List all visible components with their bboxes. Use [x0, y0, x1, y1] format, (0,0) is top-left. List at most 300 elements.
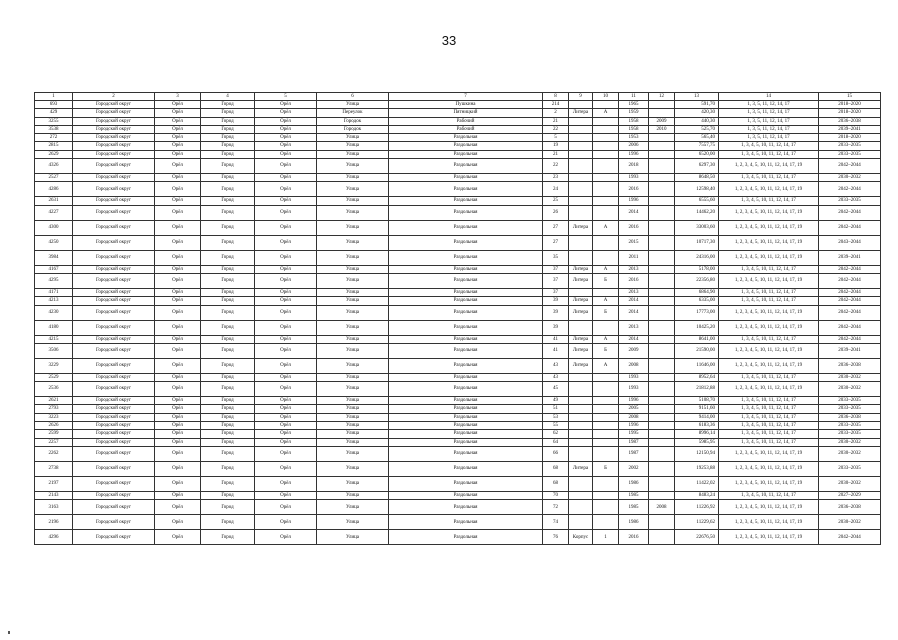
table-cell: Раздольная [389, 273, 543, 288]
table-cell [569, 182, 593, 197]
table-cell: 2629 [35, 150, 73, 158]
table-cell [569, 422, 593, 430]
table-cell: Город [201, 235, 255, 250]
table-cell [649, 320, 675, 335]
table-cell: Орёл [155, 297, 201, 305]
table-cell: Раздольная [389, 476, 543, 491]
table-cell: 2621 [35, 397, 73, 405]
table-cell: 37 [543, 265, 569, 273]
table-cell: 11226,92 [675, 500, 719, 515]
table-row [35, 101, 881, 109]
table-row [35, 235, 881, 250]
table-cell: 2016 [619, 530, 649, 545]
table-cell: Орёл [255, 343, 317, 358]
table-cell: Орёл [255, 265, 317, 273]
table-cell: Городской округ [73, 235, 155, 250]
table-cell: Городской округ [73, 182, 155, 197]
table-row [35, 515, 881, 530]
table-cell: Городской округ [73, 413, 155, 421]
table-cell: Городской округ [73, 205, 155, 220]
table-cell: Орёл [255, 297, 317, 305]
table-row [35, 197, 881, 205]
table-cell: Городской округ [73, 250, 155, 265]
table-cell [649, 150, 675, 158]
table-cell: 39 [543, 320, 569, 335]
table-cell: Раздольная [389, 159, 543, 174]
table-cell [593, 500, 619, 515]
table-cell: 23 [543, 174, 569, 182]
table-cell: Городской округ [73, 373, 155, 381]
table-row [35, 491, 881, 499]
table-cell: Город [201, 438, 255, 446]
table-cell: Город [201, 335, 255, 343]
table-cell: 693 [35, 101, 73, 109]
table-cell: 4167 [35, 265, 73, 273]
table-cell: 2030–2032 [819, 438, 881, 446]
table-cell [569, 320, 593, 335]
table-cell [593, 491, 619, 499]
table-cell: Город [201, 134, 255, 142]
table-cell [649, 142, 675, 150]
table-cell: Город [201, 515, 255, 530]
table-cell: 1996 [619, 397, 649, 405]
table-cell: Улица [317, 159, 389, 174]
table-cell: 429 [35, 109, 73, 117]
table-cell: 2014 [619, 335, 649, 343]
table-cell [569, 150, 593, 158]
table-cell: 11229,62 [675, 515, 719, 530]
table-cell: 33003,60 [675, 220, 719, 235]
table-cell: Орёл [255, 197, 317, 205]
table-cell: 1958 [619, 125, 649, 133]
table-row [35, 205, 881, 220]
table-cell: 4230 [35, 305, 73, 320]
table-cell: 2014 [619, 205, 649, 220]
table-cell [649, 288, 675, 296]
table-cell: 24 [543, 182, 569, 197]
table-cell: 2042–2044 [819, 305, 881, 320]
table-cell: 11422,02 [675, 476, 719, 491]
table-cell: 1995 [619, 430, 649, 438]
table-cell: 1, 3, 5, 11, 12, 14, 17 [719, 125, 819, 133]
table-row [35, 142, 881, 150]
table-cell: Раздольная [389, 515, 543, 530]
table-cell [593, 438, 619, 446]
table-cell: Улица [317, 335, 389, 343]
table-cell [569, 438, 593, 446]
table-cell: Раздольная [389, 320, 543, 335]
table-cell: 214 [543, 101, 569, 109]
table-cell: Город [201, 197, 255, 205]
table-cell: Улица [317, 422, 389, 430]
table-cell: Городской округ [73, 197, 155, 205]
table-cell: 39 [543, 297, 569, 305]
table-cell [593, 515, 619, 530]
table-cell: 68 [543, 461, 569, 476]
table-cell: 2033–2035 [819, 405, 881, 413]
table-cell: 1, 2, 3, 4, 5, 10, 11, 12, 14, 17, 19 [719, 382, 819, 397]
table-cell: Город [201, 530, 255, 545]
table-cell: Раздольная [389, 220, 543, 235]
table-cell: 41 [543, 343, 569, 358]
table-cell: Орёл [155, 150, 201, 158]
table-cell: 2027–2029 [819, 491, 881, 499]
table-cell: 12150,94 [675, 446, 719, 461]
table-row [35, 530, 881, 545]
table-cell: Литера [569, 297, 593, 305]
table-cell [569, 397, 593, 405]
housing-registry-table [34, 92, 881, 545]
table-cell: Город [201, 273, 255, 288]
table-cell: 41 [543, 335, 569, 343]
table-cell [593, 373, 619, 381]
table-cell: 9151,60 [675, 405, 719, 413]
table-cell [649, 335, 675, 343]
table-cell: 2042–2044 [819, 220, 881, 235]
table-cell: Раздольная [389, 297, 543, 305]
table-cell: 4326 [35, 159, 73, 174]
table-cell: 3163 [35, 500, 73, 515]
column-number: 3 [155, 93, 201, 101]
table-cell: Раздольная [389, 500, 543, 515]
table-cell: 27 [543, 220, 569, 235]
table-cell: 21812,88 [675, 382, 719, 397]
table-cell: 2014 [619, 305, 649, 320]
table-cell: 2018–2020 [819, 101, 881, 109]
table-cell [649, 515, 675, 530]
table-cell: Орёл [255, 413, 317, 421]
table-cell: Литера [569, 305, 593, 320]
table-cell: Орёл [255, 174, 317, 182]
table-cell: Орёл [155, 461, 201, 476]
table-cell: Улица [317, 235, 389, 250]
table-cell: Орёл [155, 197, 201, 205]
table-cell [593, 397, 619, 405]
table-cell: Раздольная [389, 358, 543, 373]
table-cell [569, 430, 593, 438]
table-cell: 2042–2044 [819, 530, 881, 545]
table-cell: Городской округ [73, 438, 155, 446]
table-row [35, 250, 881, 265]
table-cell: 1993 [619, 382, 649, 397]
table-cell: 1986 [619, 515, 649, 530]
table-cell: 2042–2044 [819, 159, 881, 174]
table-cell: Орёл [155, 413, 201, 421]
table-cell: 1, 2, 3, 4, 5, 10, 11, 12, 14, 17, 19 [719, 305, 819, 320]
table-cell: 6520,00 [675, 150, 719, 158]
table-cell: 10717,30 [675, 235, 719, 250]
table-cell: Переулок [317, 109, 389, 117]
scan-mark [8, 631, 10, 634]
table-cell: Городской округ [73, 382, 155, 397]
table-cell [649, 182, 675, 197]
table-cell: Раздольная [389, 422, 543, 430]
table-cell: 2626 [35, 422, 73, 430]
table-cell: Городской округ [73, 358, 155, 373]
table-cell: Раздольная [389, 530, 543, 545]
table-cell: 2738 [35, 461, 73, 476]
table-cell: 14462,20 [675, 205, 719, 220]
table-cell: Орёл [155, 515, 201, 530]
table-cell: Орёл [255, 515, 317, 530]
table-cell: Город [201, 382, 255, 397]
table-cell [569, 197, 593, 205]
table-cell [569, 500, 593, 515]
table-cell: 27 [543, 235, 569, 250]
table-cell [649, 358, 675, 373]
table-cell: 2010 [649, 125, 675, 133]
table-cell: Орёл [155, 320, 201, 335]
table-cell: Б [593, 461, 619, 476]
table-row [35, 335, 881, 343]
table-cell: Б [593, 305, 619, 320]
table-row [35, 297, 881, 305]
table-cell: Городской округ [73, 530, 155, 545]
table-cell: 4227 [35, 205, 73, 220]
table-cell: 45 [543, 382, 569, 397]
table-cell: 1, 3, 5, 11, 12, 14, 17 [719, 117, 819, 125]
table-cell: Улица [317, 150, 389, 158]
table-cell [593, 182, 619, 197]
table-cell: 2008 [649, 500, 675, 515]
table-cell: 1987 [619, 438, 649, 446]
table-cell: Улица [317, 297, 389, 305]
table-cell [649, 305, 675, 320]
table-cell: Город [201, 182, 255, 197]
table-cell: 5985,95 [675, 438, 719, 446]
table-cell: Орёл [255, 235, 317, 250]
table-cell: 2036–2038 [819, 413, 881, 421]
table-row [35, 182, 881, 197]
table-cell: Город [201, 150, 255, 158]
table-cell: 2016 [619, 182, 649, 197]
table-cell [649, 273, 675, 288]
table-cell: 1965 [619, 101, 649, 109]
table-cell: 1, 3, 4, 5, 10, 11, 12, 14, 17 [719, 413, 819, 421]
table-cell: Улица [317, 305, 389, 320]
table-cell: 1, 3, 4, 5, 10, 11, 12, 14, 17 [719, 373, 819, 381]
column-number: 8 [543, 93, 569, 101]
table-cell: Улица [317, 205, 389, 220]
table-cell: Орёл [255, 491, 317, 499]
table-cell: Городской округ [73, 288, 155, 296]
table-cell [593, 197, 619, 205]
table-cell: Улица [317, 500, 389, 515]
table-cell: 21590,00 [675, 343, 719, 358]
table-cell: Орёл [255, 101, 317, 109]
table-cell: Улица [317, 250, 389, 265]
table-cell [649, 197, 675, 205]
table-cell: Орёл [155, 174, 201, 182]
table-cell [569, 205, 593, 220]
table-cell: 1, 3, 4, 5, 10, 11, 12, 14, 17 [719, 265, 819, 273]
table-cell: 1, 3, 4, 5, 10, 11, 12, 14, 17 [719, 491, 819, 499]
table-cell: 68 [543, 476, 569, 491]
table-row [35, 125, 881, 133]
table-cell: Орёл [155, 182, 201, 197]
table-cell: 4286 [35, 182, 73, 197]
table-cell: Раздольная [389, 142, 543, 150]
table-cell: Городской округ [73, 343, 155, 358]
table-cell [593, 413, 619, 421]
table-cell: 2030–2032 [819, 446, 881, 461]
table-cell: Раздольная [389, 197, 543, 205]
table-cell: Улица [317, 358, 389, 373]
table-cell: 2036–2038 [819, 117, 881, 125]
table-cell: Город [201, 159, 255, 174]
table-row [35, 476, 881, 491]
table-cell: 2042–2044 [819, 297, 881, 305]
table-cell [593, 117, 619, 125]
table-cell: 2013 [619, 265, 649, 273]
table-cell: Орёл [155, 500, 201, 515]
table-cell: Городской округ [73, 297, 155, 305]
table-cell: 2018 [619, 159, 649, 174]
table-cell [593, 205, 619, 220]
table-cell: Орёл [155, 422, 201, 430]
table-cell: 5178,00 [675, 265, 719, 273]
table-cell: 1, 3, 4, 5, 10, 11, 12, 14, 17 [719, 197, 819, 205]
table-cell: Городской округ [73, 500, 155, 515]
table-cell: Улица [317, 273, 389, 288]
table-cell: 1996 [619, 150, 649, 158]
table-cell: Орёл [155, 265, 201, 273]
table-cell: Литера [569, 343, 593, 358]
table-cell: Улица [317, 134, 389, 142]
table-cell: 2030–2032 [819, 373, 881, 381]
table-cell: Орёл [155, 250, 201, 265]
table-cell: 2039–2041 [819, 125, 881, 133]
table-cell: Орёл [255, 205, 317, 220]
table-cell: 2030–2032 [819, 382, 881, 397]
table-cell: 8648,50 [675, 174, 719, 182]
table-cell [593, 125, 619, 133]
table-cell: 19253,88 [675, 461, 719, 476]
table-cell [569, 491, 593, 499]
column-number: 15 [819, 93, 881, 101]
table-cell [649, 530, 675, 545]
table-cell: Раздольная [389, 235, 543, 250]
table-cell: Город [201, 174, 255, 182]
table-cell: Город [201, 250, 255, 265]
table-cell: 2039–2041 [819, 250, 881, 265]
table-cell [649, 265, 675, 273]
table-cell: Городской округ [73, 446, 155, 461]
table-cell: Город [201, 265, 255, 273]
table-cell: 3223 [35, 413, 73, 421]
table-cell: Раздольная [389, 150, 543, 158]
table-cell: 2033–2035 [819, 461, 881, 476]
table-cell: Пушкина [389, 101, 543, 109]
table-cell: 4296 [35, 530, 73, 545]
table-cell [569, 159, 593, 174]
table-cell: Раздольная [389, 134, 543, 142]
table-cell [593, 101, 619, 109]
table-cell [593, 235, 619, 250]
table-cell: Улица [317, 413, 389, 421]
table-cell: 3538 [35, 125, 73, 133]
table-row [35, 150, 881, 158]
table-cell: 22 [543, 159, 569, 174]
table-cell: Орёл [255, 125, 317, 133]
table-cell: Городской округ [73, 174, 155, 182]
table-cell: 2197 [35, 476, 73, 491]
table-cell: 2042–2044 [819, 320, 881, 335]
table-cell: Орёл [255, 446, 317, 461]
table-cell: 1, 3, 4, 5, 10, 11, 12, 14, 17 [719, 288, 819, 296]
table-cell: 591,70 [675, 101, 719, 109]
table-cell: Городской округ [73, 273, 155, 288]
table-cell: Б [593, 343, 619, 358]
table-cell [569, 405, 593, 413]
table-cell: 2042–2044 [819, 273, 881, 288]
table-cell: Орёл [155, 446, 201, 461]
table-cell [649, 422, 675, 430]
table-cell: 21 [543, 117, 569, 125]
header-row [35, 93, 881, 101]
table-cell: Улица [317, 382, 389, 397]
table-cell: 6555,60 [675, 197, 719, 205]
table-row [35, 220, 881, 235]
table-cell: А [593, 109, 619, 117]
table-cell [649, 491, 675, 499]
table-cell: 2033–2035 [819, 397, 881, 405]
table-cell: 2143 [35, 491, 73, 499]
table-cell: Городской округ [73, 515, 155, 530]
table-cell: Орёл [155, 142, 201, 150]
table-cell: Орёл [255, 220, 317, 235]
table-body [35, 93, 881, 545]
table-cell: Орёл [255, 305, 317, 320]
table-cell: Орёл [155, 125, 201, 133]
table-cell: Городской округ [73, 476, 155, 491]
table-cell: Орёл [255, 182, 317, 197]
table-cell: 2016 [619, 273, 649, 288]
table-cell [569, 125, 593, 133]
table-cell: 1, 2, 3, 4, 5, 10, 11, 12, 14, 17, 19 [719, 159, 819, 174]
table-cell: Раздольная [389, 288, 543, 296]
column-number: 9 [569, 93, 593, 101]
table-cell [569, 413, 593, 421]
table-cell: Улица [317, 142, 389, 150]
table-cell: Орёл [255, 320, 317, 335]
table-cell: 2039–2041 [819, 343, 881, 358]
table-row [35, 117, 881, 125]
table-cell: Б [593, 273, 619, 288]
table-cell: 3506 [35, 343, 73, 358]
table-cell: 440,30 [675, 117, 719, 125]
table-cell [569, 101, 593, 109]
table-cell: Орёл [155, 530, 201, 545]
table-row [35, 109, 881, 117]
table-cell: 11646,00 [675, 358, 719, 373]
table-cell [593, 288, 619, 296]
column-number: 14 [719, 93, 819, 101]
table-cell: 35 [543, 250, 569, 265]
table-cell [569, 288, 593, 296]
table-cell: Раздольная [389, 491, 543, 499]
table-cell: 51 [543, 405, 569, 413]
table-cell [649, 159, 675, 174]
table-cell: 64 [543, 438, 569, 446]
table-cell: Улица [317, 320, 389, 335]
table-cell: Город [201, 101, 255, 109]
column-number: 10 [593, 93, 619, 101]
table-cell [649, 397, 675, 405]
table-cell: 1, 2, 3, 4, 5, 10, 11, 12, 14, 17, 19 [719, 235, 819, 250]
table-cell: 2030–2032 [819, 476, 881, 491]
table-cell: 8641,00 [675, 335, 719, 343]
